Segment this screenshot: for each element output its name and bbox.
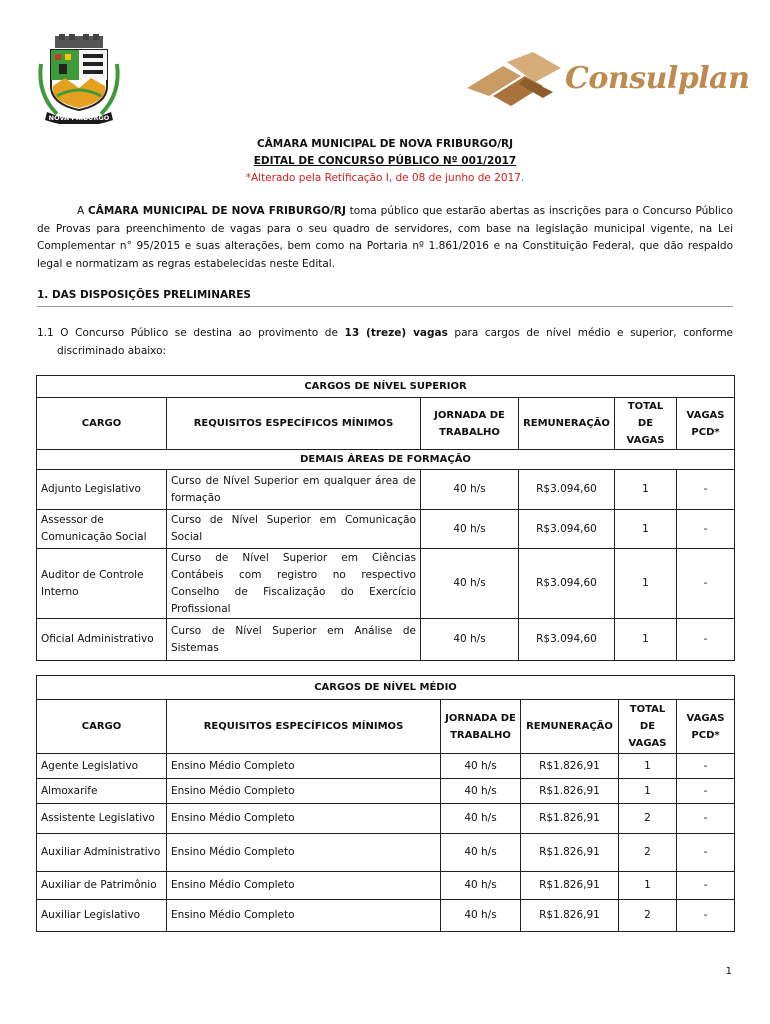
nova-friburgo-crest-logo [33, 34, 125, 124]
col-header-cargo: CARGO [37, 398, 167, 450]
intro-paragraph: A CÂMARA MUNICIPAL DE NOVA FRIBURGO/RJ toma público que estarão abertas as inscrições para o Concurso Público de Provas para preenchimento de vagas para o seu quadro de servidores, com base na legislação municipal vigente, na Lei Complementar n° 95/2015 e suas alterações, bem como na Portaria nº 1.861/2016 e na Constituição Federal, que dão respaldo legal e normatizam as regras estabelecidas neste Edital. [37, 205, 733, 270]
col-header-cargo: CARGO [37, 700, 167, 754]
col-header-remuneracao: REMUNERAÇÃO [521, 700, 619, 754]
section-1-title: 1. DAS DISPOSIÇÕES PRELIMINARES [37, 289, 733, 307]
table-row: Auditor de Controle Interno Curso de Nível Superior em Ciências Contábeis com registro no respectivo Conselho de Fiscalização do Exercício Profissional 40 h/s R$3.094,60 1 - [37, 549, 735, 619]
col-header-jornada: JORNADA DE TRABALHO [421, 398, 519, 450]
svg-text:NOVA FRIBURGO: NOVA FRIBURGO [48, 114, 110, 122]
consulplan-logo [463, 52, 750, 108]
table-subtitle: DEMAIS ÁREAS DE FORMAÇÃO [37, 450, 735, 470]
col-header-total-vagas: TOTAL DE VAGAS [615, 398, 677, 450]
header-line-1: CÂMARA MUNICIPAL DE NOVA FRIBURGO/RJ [256, 138, 514, 150]
consulplan-wordmark: Consulplan [565, 61, 750, 96]
col-header-remuneracao: REMUNERAÇÃO [519, 398, 615, 450]
table-nivel-superior [36, 375, 735, 661]
col-header-vagas-pcd: VAGAS PCD* [677, 398, 735, 450]
header-amendment-note: *Alterado pela Retificação I, de 08 de junho de 2017. [245, 172, 525, 184]
col-header-requisitos: REQUISITOS ESPECÍFICOS MÍNIMOS [167, 700, 441, 754]
header-line-2: EDITAL DE CONCURSO PÚBLICO Nº 001/2017 [253, 155, 517, 167]
table-row: Adjunto Legislativo Curso de Nível Superior em qualquer área de formação 40 h/s R$3.094,60 1 - [37, 470, 735, 510]
col-header-jornada: JORNADA DE TRABALHO [441, 700, 521, 754]
table-row: Agente Legislativo Ensino Médio Completo 40 h/s R$1.826,91 1 - [37, 754, 735, 779]
col-header-total-vagas: TOTAL DE VAGAS [619, 700, 677, 754]
table-nivel-medio [36, 675, 735, 932]
page-number: 1 [725, 966, 732, 977]
table-row: Auxiliar Administrativo Ensino Médio Completo 40 h/s R$1.826,91 2 - [37, 834, 735, 872]
table-row: Assistente Legislativo Ensino Médio Completo 40 h/s R$1.826,91 2 - [37, 804, 735, 834]
table-row: Oficial Administrativo Curso de Nível Superior em Análise de Sistemas 40 h/s R$3.094,60 1 - [37, 619, 735, 661]
intro-bold-name: CÂMARA MUNICIPAL DE NOVA FRIBURGO/RJ [87, 205, 346, 217]
table-row: Auxiliar de Patrimônio Ensino Médio Completo 40 h/s R$1.826,91 1 - [37, 872, 735, 900]
table-title: CARGOS DE NÍVEL SUPERIOR [37, 376, 735, 398]
item-1-1: 1.1 O Concurso Público se destina ao provimento de 13 (treze) vagas para cargos de nível médio e superior, conforme discriminado abaixo: [37, 327, 734, 357]
table-row: Assessor de Comunicação Social Curso de Nível Superior em Comunicação Social 40 h/s R$3.094,60 1 - [37, 510, 735, 549]
crest-icon [33, 34, 125, 124]
table-title: CARGOS DE NÍVEL MÉDIO [37, 676, 735, 700]
col-header-vagas-pcd: VAGAS PCD* [677, 700, 735, 754]
consulplan-mark-icon [463, 52, 563, 108]
table-row: Auxiliar Legislativo Ensino Médio Completo 40 h/s R$1.826,91 2 - [37, 900, 735, 932]
col-header-requisitos: REQUISITOS ESPECÍFICOS MÍNIMOS [167, 398, 421, 450]
table-row: Almoxarife Ensino Médio Completo 40 h/s R$1.826,91 1 - [37, 779, 735, 804]
